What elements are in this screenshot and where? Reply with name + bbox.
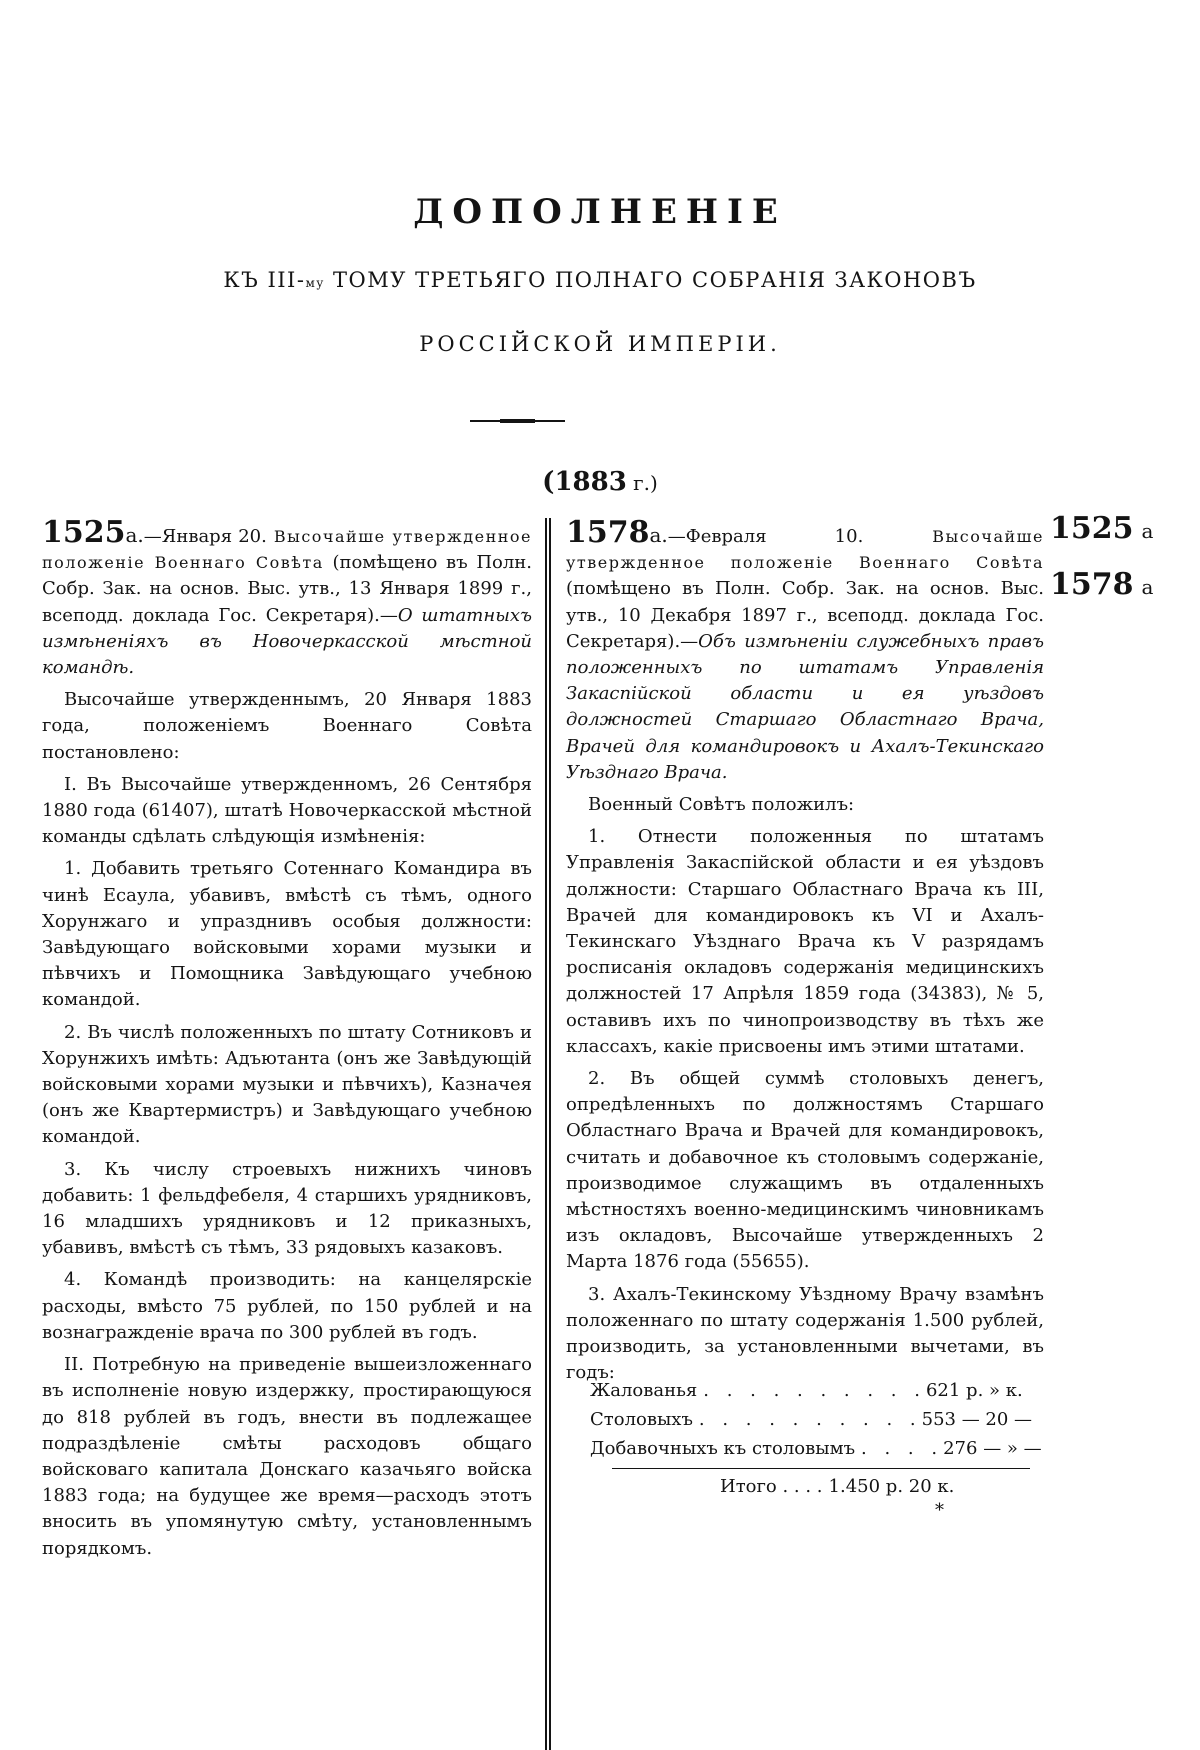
salary-label: Столовыхъ bbox=[590, 1409, 693, 1430]
page-title: ДОПОЛНЕНІЕ bbox=[413, 192, 787, 232]
paragraph: 2. Въ числѣ положенныхъ по штату Сотниковъ и Хорунжихъ имѣть: Адъютанта (онъ же Завѣдующій войсковыми хорами музыки и пѣвчихъ), Казначея (онъ же Квартермистръ) и Завѣдующаго учебною командой. bbox=[42, 1021, 532, 1148]
margin-number-value: 1525 bbox=[1050, 511, 1134, 546]
salary-row bbox=[590, 1434, 1042, 1463]
leader-dots: . . . . . . . . . . bbox=[698, 1409, 922, 1430]
entry-head-smallcaps: Высочайше утвержденное положеніе Военнаго Совѣта bbox=[566, 527, 1045, 573]
subtitle-sup: му bbox=[305, 276, 325, 290]
margin-number-value: 1578 bbox=[1050, 567, 1134, 602]
salary-value: 276 — » — bbox=[943, 1438, 1042, 1459]
paragraph: Высочайше утвержденнымъ, 20 Января 1883 года, положеніемъ Военнаго Совѣта постановлено: bbox=[42, 689, 532, 763]
year-heading bbox=[0, 467, 1200, 497]
entry-number: 1525 bbox=[42, 515, 126, 550]
entry-head-italic: Объ измѣненіи служебныхъ правъ положенныхъ по штатамъ Управленія Закаспійской области и ея уѣздовъ должностей Старшаго Областнаго Врача, Врачей для командировокъ и Ахалъ-Текинскаго Уѣзднаго Врача. bbox=[566, 630, 1044, 783]
entry-number: 1578 bbox=[566, 515, 650, 550]
salary-table bbox=[590, 1376, 1042, 1463]
year-suffix: г.) bbox=[626, 471, 658, 495]
margin-number bbox=[1050, 512, 1190, 548]
paragraph: Военный Совѣтъ положилъ: bbox=[588, 794, 855, 816]
left-column bbox=[42, 515, 533, 1568]
entry-head-text: (помѣщено въ Полн. Собр. Зак. на основ. Выс. утв., 13 Января 1899 г., всеподд. доклада Гос. Секретаря).— bbox=[42, 552, 533, 626]
salary-label: Добавочныхъ къ столовымъ bbox=[590, 1438, 856, 1459]
right-column bbox=[566, 515, 1045, 1393]
subtitle-line-2: РОССІЙСКОЙ ИМПЕРІИ. bbox=[419, 332, 781, 356]
margin-numbers bbox=[1050, 512, 1190, 624]
entry-number-suffix: а. bbox=[125, 523, 144, 547]
entry-date: —Февраля 10. bbox=[667, 526, 864, 547]
total-value: 1.450 р. 20 к. bbox=[828, 1476, 955, 1497]
entry-heading-1578 bbox=[566, 515, 1045, 786]
entry-number-suffix: а. bbox=[649, 523, 668, 547]
entry-heading-1525 bbox=[42, 515, 533, 681]
margin-number bbox=[1050, 568, 1190, 604]
subtitle-prefix: КЪ III- bbox=[223, 268, 306, 292]
entry-head-smallcaps: Высочайше утвержденное положеніе Военнаго Совѣта bbox=[42, 527, 532, 573]
ornamental-rule bbox=[470, 420, 565, 422]
leader-dots: . . . . bbox=[861, 1438, 944, 1459]
sum-rule bbox=[612, 1468, 1030, 1469]
margin-number-suffix: а bbox=[1141, 575, 1154, 599]
entry-date: —Января 20. bbox=[143, 526, 267, 547]
paragraph: I. Въ Высочайше утвержденномъ, 26 Сентября 1880 года (61407), штатѣ Новочеркасской мѣстной команды сдѣлать слѣдующія измѣненія: bbox=[42, 773, 532, 848]
paragraph: 3. Къ числу строевыхъ нижнихъ чиновъ добавить: 1 фельдфебеля, 4 старшихъ урядниковъ, 16 младшихъ урядниковъ и 12 приказныхъ, убавивъ, вмѣстѣ съ тѣмъ, 33 рядовыхъ казаковъ. bbox=[42, 1158, 532, 1259]
paragraph: 2. Въ общей суммѣ столовыхъ денегъ, опредѣленныхъ по должностямъ Старшаго Областнаго Врача и Врачей для командировокъ, считать и добавочное къ столовымъ содержаніе, производимое служащимъ въ отдаленныхъ мѣстностяхъ военно-медицинскимъ чиновникамъ изъ окладовъ, Высочайше утвержденныхъ 2 Марта 1876 года (55655). bbox=[566, 1068, 1044, 1273]
leader-dots: . . . . . . . . . . bbox=[703, 1380, 926, 1401]
salary-row bbox=[590, 1405, 1033, 1434]
margin-number-suffix: а bbox=[1141, 519, 1154, 543]
paragraph: 1. Отнести положенныя по штатамъ Управленія Закаспійской области и ея уѣздовъ должности: Старшаго Областнаго Врача къ III, Врачей для командировокъ къ VI и Ахалъ-Текинскаго Уѣзднаго Врача къ V разрядамъ росписанія окладовъ содержанія медицинскихъ должностей 17 Апрѣля 1859 года (34383), № 5, оставивъ ихъ по чинопроизводству въ тѣхъ же классахъ, какіе присвоены имъ этими штатами. bbox=[566, 826, 1044, 1057]
salary-value: 553 — 20 — bbox=[921, 1409, 1033, 1430]
subtitle-line-1 bbox=[0, 268, 1200, 292]
entry-head-text: (помѣщено въ Полн. Собр. Зак. на основ. Выс. утв., 10 Декабря 1897 г., всеподд. доклада Гос. Секретаря).— bbox=[566, 578, 1044, 652]
year-number: (1883 bbox=[542, 467, 627, 497]
paragraph: II. Потребную на приведеніе вышеизложеннаго въ исполненіе новую издержку, простирающуюся до 818 рублей въ годъ, внести въ подлежащее подраздѣленіе смѣты расходовъ общаго войсковаго капитала Донскаго казачьяго войска 1883 года; на будущее же время—расходъ этотъ вносить въ упомянутую смѣту, установленнымъ порядкомъ. bbox=[42, 1354, 532, 1559]
salary-row bbox=[590, 1376, 1030, 1405]
salary-label: Жалованья bbox=[590, 1380, 698, 1401]
paragraph: 4. Командѣ производить: на канцелярскіе расходы, вмѣсто 75 рублей, по 150 рублей и на вознагражденіе врача по 300 рублей въ годъ. bbox=[42, 1269, 532, 1343]
paragraph: 3. Ахалъ-Текинскому Уѣздному Врачу взамѣнъ положеннаго по штату содержанія 1.500 рублей, производить, за установленными вычетами, въ годъ: bbox=[566, 1283, 1044, 1384]
paragraph: 1. Добавить третьяго Сотеннаго Командира въ чинѣ Есаула, убавивъ, вмѣстѣ съ тѣмъ, одного Хорунжаго и упразднивъ особыя должности: Завѣдующаго войсковыми хорами музыки и пѣвчихъ и Помощника Завѣдующаго учебною командой. bbox=[42, 858, 532, 1011]
salary-value: 621 р. » к. bbox=[925, 1380, 1023, 1401]
entry-head-italic: О штатныхъ измѣненіяхъ въ Новочеркасской мѣстной командѣ. bbox=[42, 604, 532, 679]
salary-total bbox=[720, 1476, 954, 1497]
column-divider bbox=[545, 518, 551, 1750]
footnote-asterisk: * bbox=[935, 1500, 944, 1521]
total-label: Итого . . . . bbox=[720, 1476, 823, 1497]
subtitle-rest: ТОМУ ТРЕТЬЯГО ПОЛНАГО СОБРАНІЯ ЗАКОНОВЪ bbox=[324, 268, 977, 292]
